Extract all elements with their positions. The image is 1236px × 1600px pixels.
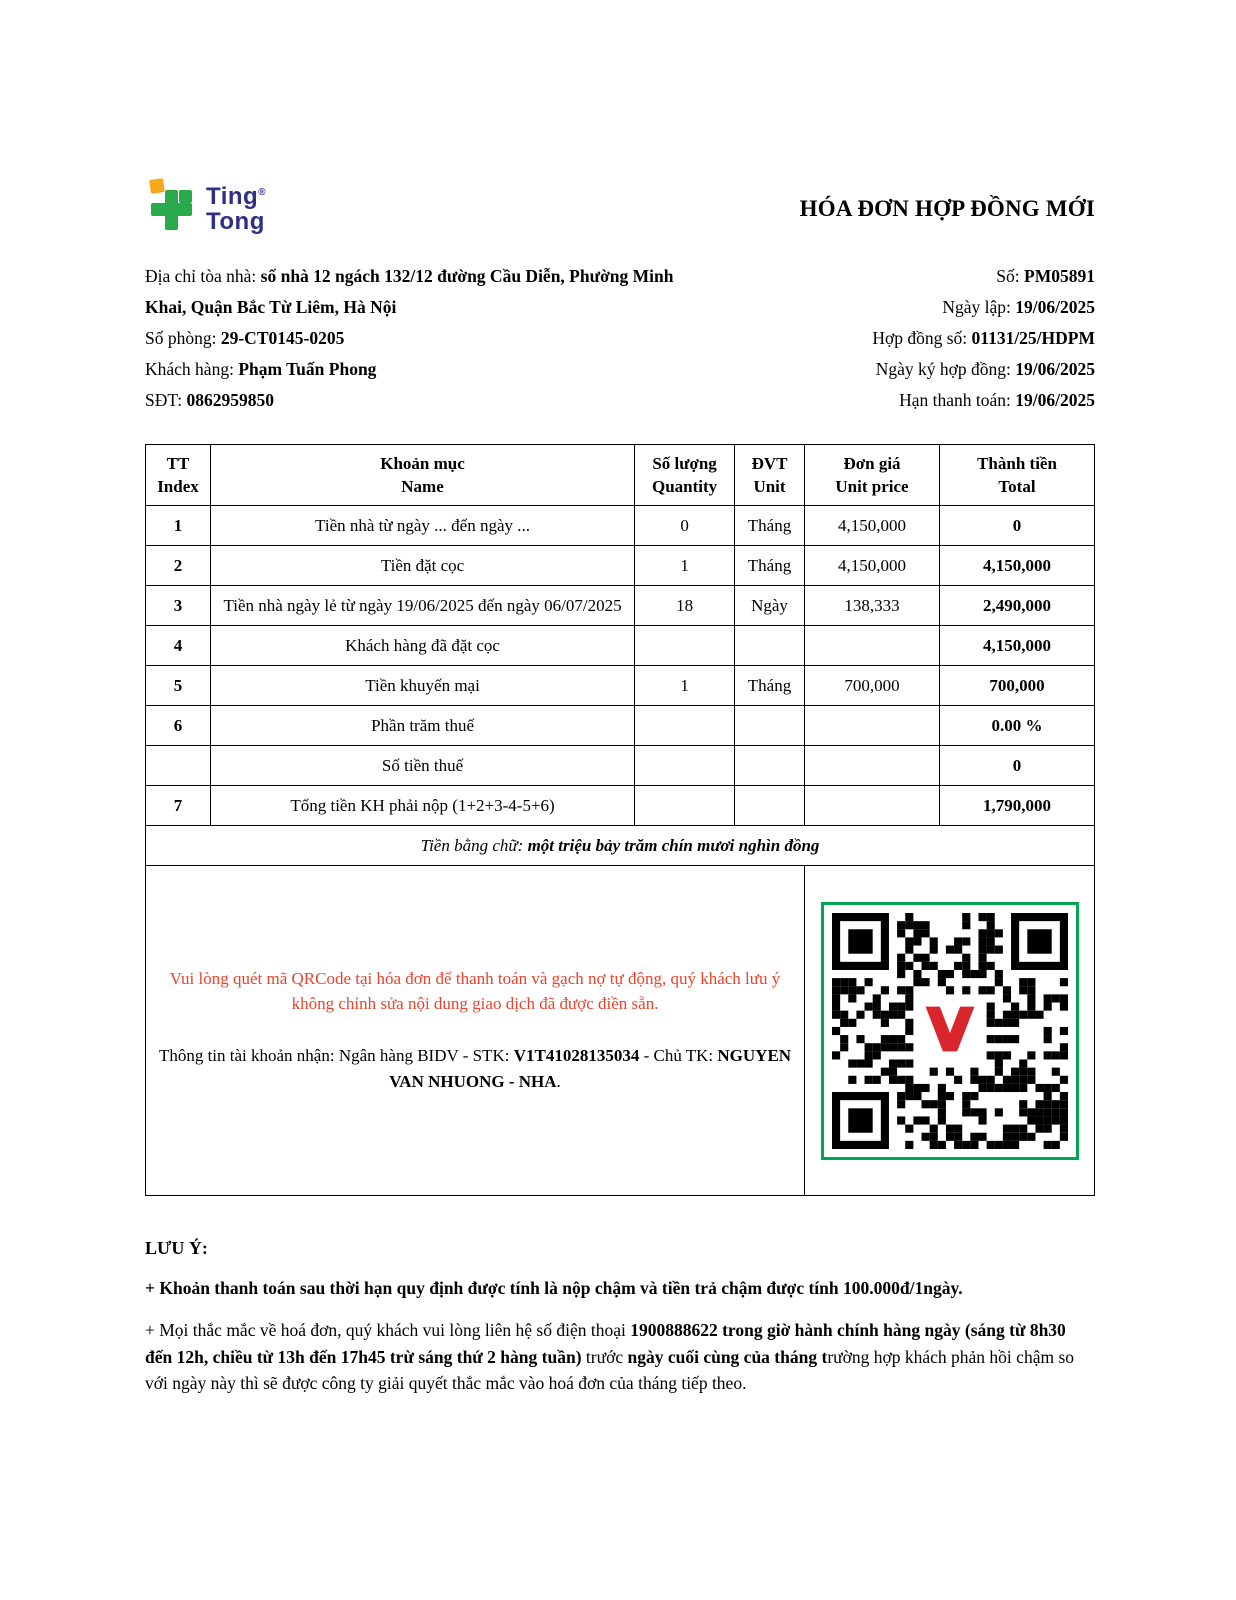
cell-index: 1 <box>146 506 211 546</box>
customer-name: Khách hàng: Phạm Tuấn Phong <box>145 359 377 379</box>
cell-index: 5 <box>146 666 211 706</box>
account-info: Thông tin tài khoản nhận: Ngân hàng BIDV - STK: V1T41028135034 - Chủ TK: NGUYEN VAN NHUONG - NHA. <box>158 1045 792 1091</box>
cell-quantity <box>635 786 735 826</box>
table-header-row <box>146 445 1095 506</box>
col-header-unit: ĐVT Unit <box>735 445 805 506</box>
invoice-table <box>145 444 1095 1196</box>
cell-total: 4,150,000 <box>940 626 1095 666</box>
qr-row <box>146 866 1095 1196</box>
late-payment-note: + Khoản thanh toán sau thời hạn quy định được tính là nộp chậm và tiền trả chậm được tính 100.000đ/1ngày. <box>145 1278 963 1298</box>
cell-total: 700,000 <box>940 666 1095 706</box>
logo-text <box>206 180 266 234</box>
cell-unit <box>735 746 805 786</box>
cell-name: Phần trăm thuế <box>210 706 634 746</box>
table-row <box>146 786 1095 826</box>
cell-name: Tổng tiền KH phải nộp (1+2+3-4-5+6) <box>210 786 634 826</box>
tingtong-logo-icon <box>145 176 197 237</box>
col-header-name: Khoản mục Name <box>210 445 634 506</box>
table-row <box>146 586 1095 626</box>
info-left <box>145 261 690 416</box>
qr-code-cell <box>805 866 1095 1196</box>
col-header-unit-price: Đơn giá Unit price <box>805 445 940 506</box>
col-header-index: TT Index <box>146 445 211 506</box>
cell-name: Tiền khuyến mại <box>210 666 634 706</box>
cell-unit-price <box>805 746 940 786</box>
cell-unit-price <box>805 706 940 746</box>
cell-unit <box>735 786 805 826</box>
invoice-info <box>145 261 1095 416</box>
cell-index: 6 <box>146 706 211 746</box>
cell-unit-price: 700,000 <box>805 666 940 706</box>
tingtong-logo <box>145 176 266 237</box>
cell-unit-price <box>805 626 940 666</box>
cell-index: 7 <box>146 786 211 826</box>
invoice-page <box>145 176 1095 1396</box>
col-header-quantity: Số lượng Quantity <box>635 445 735 506</box>
payment-instructions <box>146 866 805 1196</box>
cell-unit: Ngày <box>735 586 805 626</box>
cell-total: 0 <box>940 506 1095 546</box>
building-address: Địa chỉ tòa nhà: số nhà 12 ngách 132/12 đường Cầu Diễn, Phường Minh Khai, Quận Bắc Từ Liêm, Hà Nội <box>145 266 674 317</box>
table-row <box>146 706 1095 746</box>
qr-code-svg <box>832 913 1068 1149</box>
cell-quantity: 1 <box>635 546 735 586</box>
logo-line-ting: Ting® <box>206 182 267 210</box>
info-right <box>735 261 1095 416</box>
cell-unit-price: 4,150,000 <box>805 546 940 586</box>
cell-quantity: 18 <box>635 586 735 626</box>
cell-name: Số tiền thuế <box>210 746 634 786</box>
notes-title: LƯU Ý: <box>145 1238 208 1258</box>
cell-total: 1,790,000 <box>940 786 1095 826</box>
cell-total: 4,150,000 <box>940 546 1095 586</box>
table-row <box>146 666 1095 706</box>
cell-quantity <box>635 626 735 666</box>
invoice-number: Số: PM05891 <box>996 266 1095 286</box>
amount-in-words-row <box>146 826 1095 866</box>
cell-index: 2 <box>146 546 211 586</box>
room-number: Số phòng: 29-CT0145-0205 <box>145 328 345 348</box>
hotline-note: + Mọi thắc mắc về hoá đơn, quý khách vui lòng liên hệ số điện thoại 1900888622 trong giờ hành chính hàng ngày (sáng từ 8h30 đến 12h, chiều từ 13h đến 17h45 trừ sáng thứ 2 hàng tuần) trước ngày cuối cùng của tháng trường hợp khách phản hồi chậm so với ngày này thì sẽ được công ty giải quyết thắc mắc vào hoá đơn của tháng tiếp theo. <box>145 1320 1075 1393</box>
cell-unit-price <box>805 786 940 826</box>
cell-unit-price: 138,333 <box>805 586 940 626</box>
cell-unit <box>735 626 805 666</box>
table-row <box>146 506 1095 546</box>
customer-phone: SĐT: 0862959850 <box>145 390 274 410</box>
cell-unit: Tháng <box>735 666 805 706</box>
issue-date: Ngày lập: 19/06/2025 <box>942 297 1095 317</box>
cell-unit-price: 4,150,000 <box>805 506 940 546</box>
cell-name: Tiền đặt cọc <box>210 546 634 586</box>
footer-notes <box>145 1238 1095 1396</box>
invoice-title: HÓA ĐƠN HỢP ĐỒNG MỚI <box>799 196 1095 221</box>
cell-unit <box>735 706 805 746</box>
cell-total: 0 <box>940 746 1095 786</box>
cell-quantity <box>635 746 735 786</box>
table-row <box>146 746 1095 786</box>
contract-sign-date: Ngày ký hợp đồng: 19/06/2025 <box>875 359 1095 379</box>
cell-quantity <box>635 706 735 746</box>
table-row <box>146 546 1095 586</box>
cell-quantity: 1 <box>635 666 735 706</box>
cell-unit: Tháng <box>735 506 805 546</box>
payment-due-date: Hạn thanh toán: 19/06/2025 <box>899 390 1095 410</box>
table-row <box>146 626 1095 666</box>
qr-warning-text: Vui lòng quét mã QRCode tại hóa đơn để thanh toán và gạch nợ tự động, quý khách lưu ý không chỉnh sửa nội dung giao dịch đã được điền sẵn. <box>169 968 781 1014</box>
registered-mark: ® <box>258 186 267 198</box>
cell-index <box>146 746 211 786</box>
cell-total: 0.00 % <box>940 706 1095 746</box>
cell-unit: Tháng <box>735 546 805 586</box>
header <box>145 176 1095 237</box>
cell-total: 2,490,000 <box>940 586 1095 626</box>
logo-line-tong: Tong <box>206 207 265 235</box>
cell-name: Tiền nhà từ ngày ... đến ngày ... <box>210 506 634 546</box>
amount-in-words: Tiền bằng chữ: một triệu bảy trăm chín mươi nghìn đồng <box>146 826 1095 866</box>
cell-index: 3 <box>146 586 211 626</box>
cell-name: Khách hàng đã đặt cọc <box>210 626 634 666</box>
cell-quantity: 0 <box>635 506 735 546</box>
contract-number: Hợp đồng số: 01131/25/HDPM <box>872 328 1095 348</box>
qr-code <box>821 902 1079 1160</box>
cell-index: 4 <box>146 626 211 666</box>
cell-name: Tiền nhà ngày lẻ từ ngày 19/06/2025 đến ngày 06/07/2025 <box>210 586 634 626</box>
col-header-total: Thành tiền Total <box>940 445 1095 506</box>
